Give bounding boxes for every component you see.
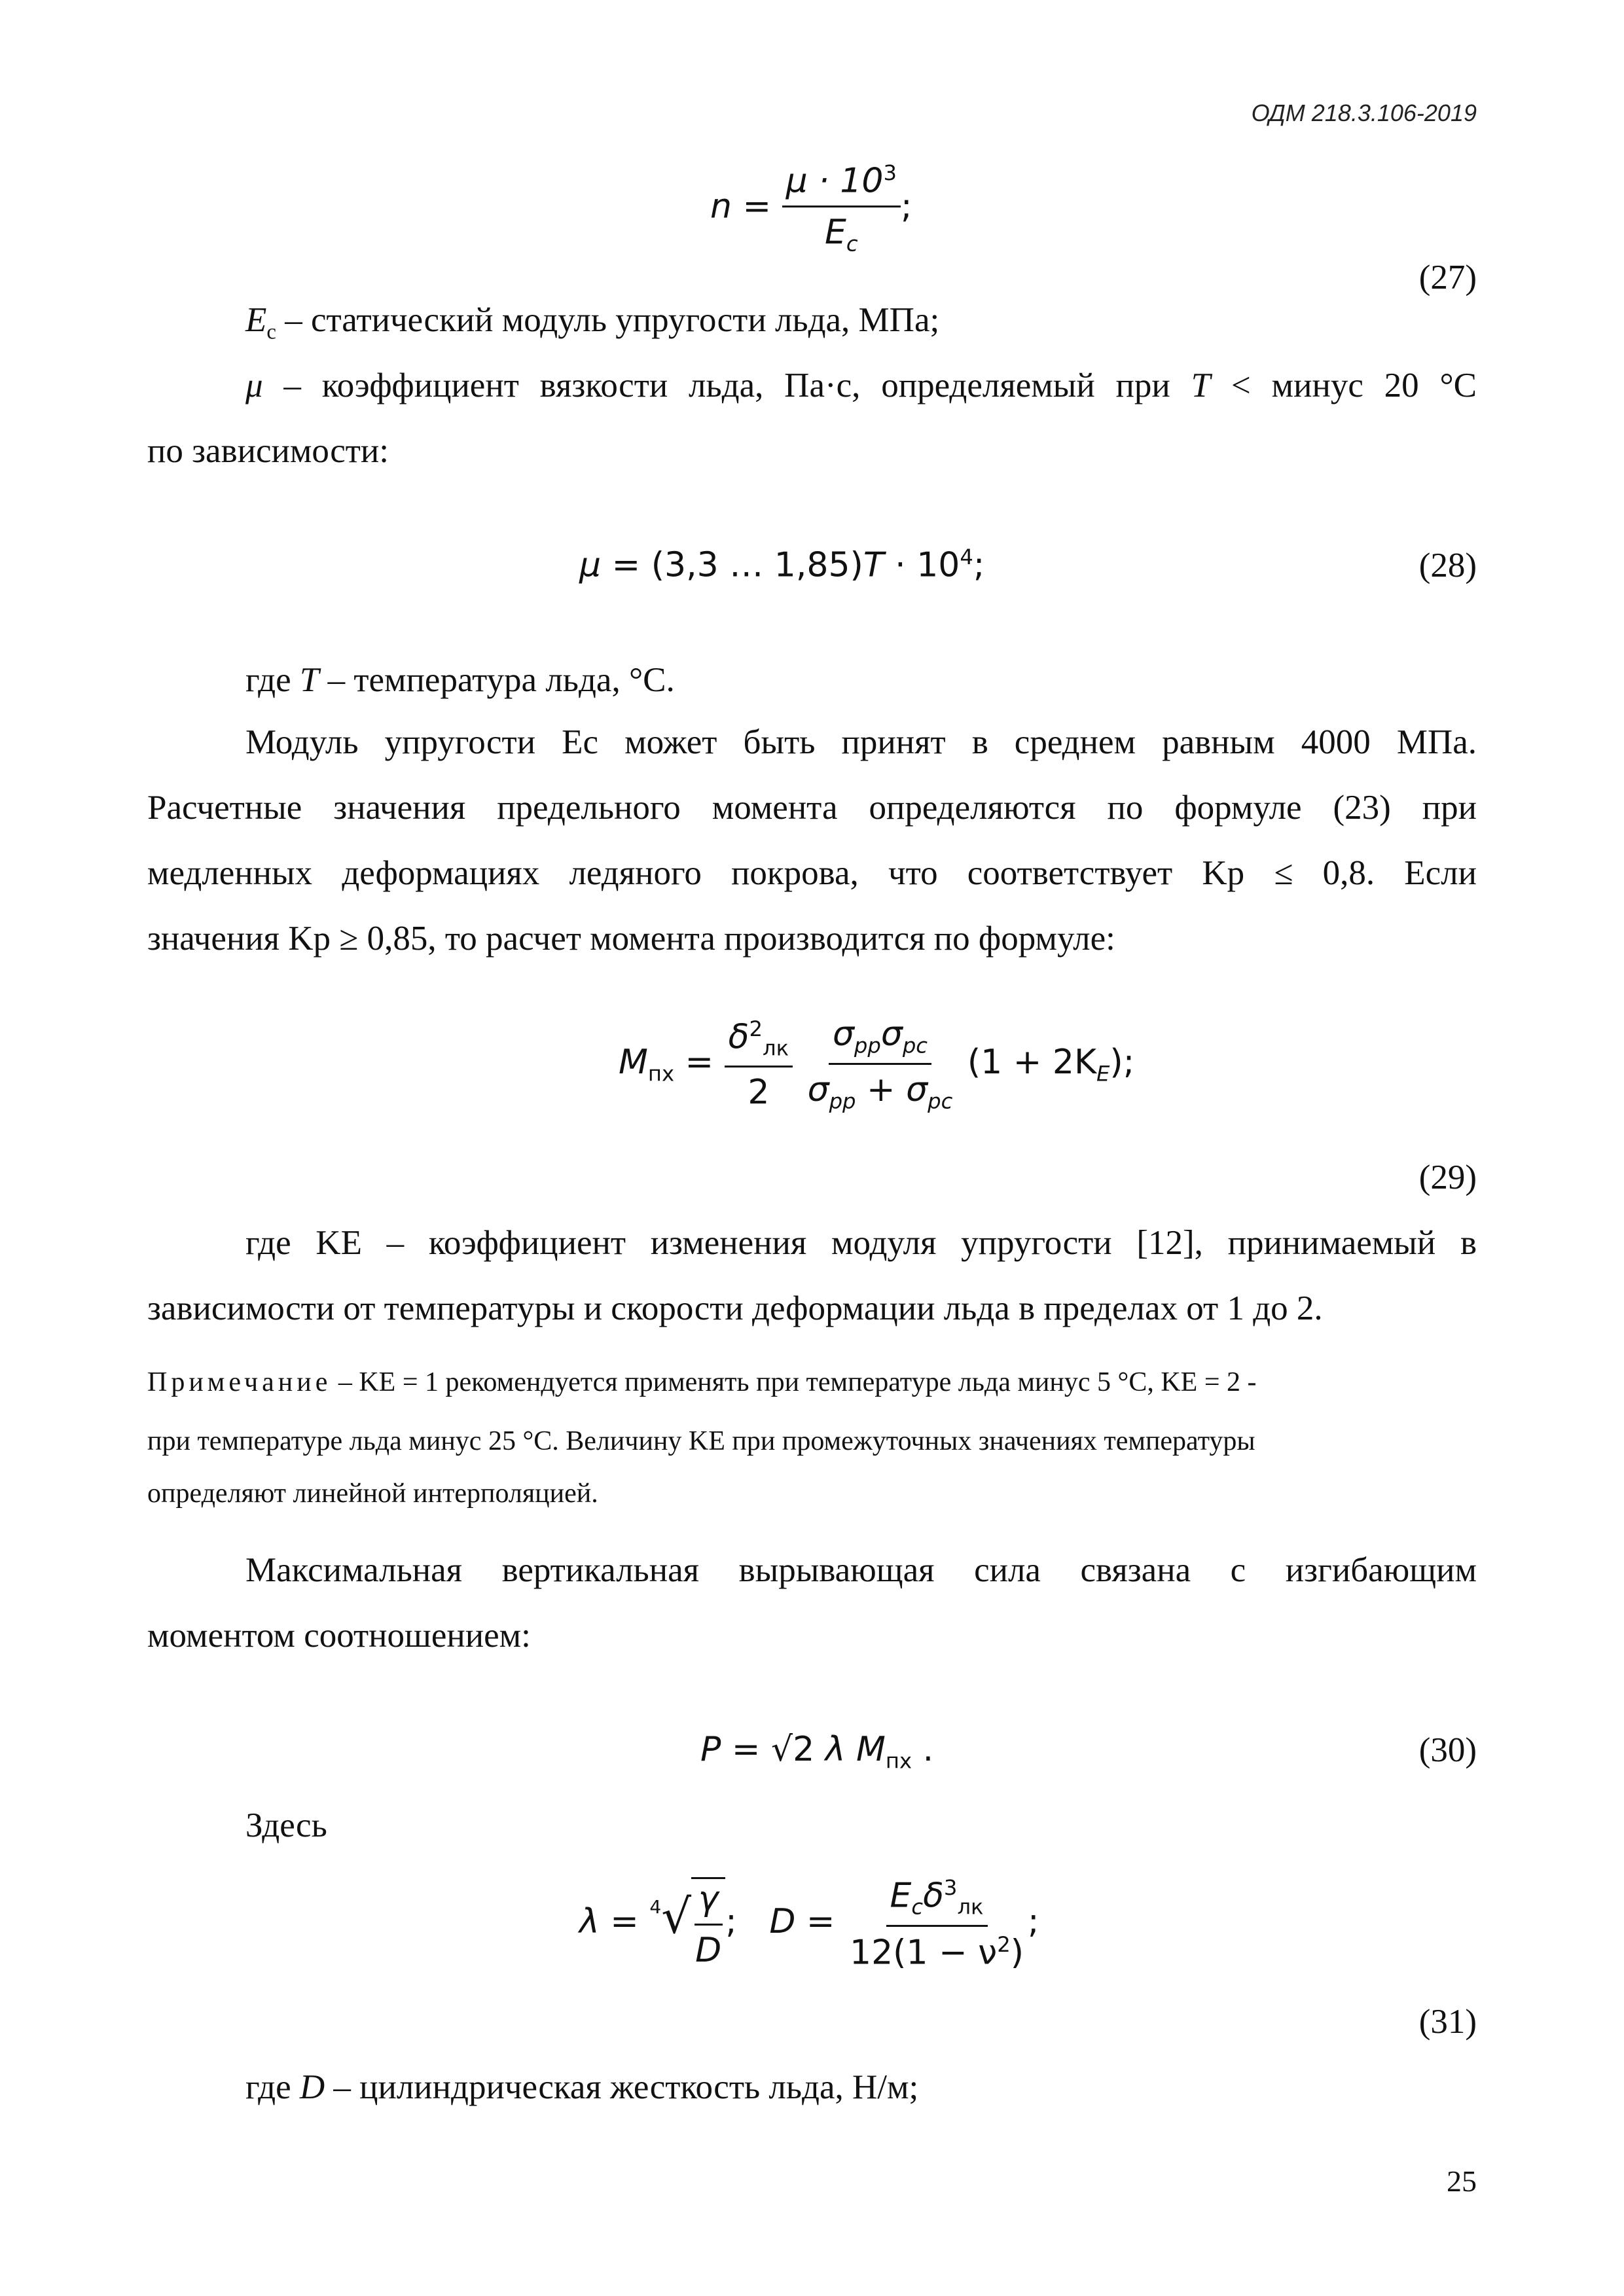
equation-29: $M_{пх}$ = $\frac{\delta^2_{лк}}{2}$ $\frac{\sigma_{pp}\sigma_{pc}}{\sigma_{pp} + \sigma_{pc}}$ $(1 + 2K_E)$; — [619, 1014, 1135, 1114]
t-where: где — [245, 661, 300, 699]
eq31-delta: δ — [923, 1876, 944, 1916]
eq29-sigma-2-sub: pc — [902, 1033, 928, 1058]
note-label: Примечание — [147, 1367, 332, 1397]
eq29-sigma-1-sub: pp — [854, 1033, 881, 1058]
eq30-lhs: P — [700, 1730, 721, 1769]
eq29-delta: δ — [728, 1016, 749, 1056]
eq29-two: 2 — [748, 1073, 770, 1113]
eq31-gamma: γ — [695, 1879, 723, 1926]
paragraph-1-line-2: Расчетные значения предельного момента определяются по формуле (23) при — [147, 789, 1477, 827]
eq28-body: = (3,3 … 1,85) — [601, 545, 863, 585]
eq29-sigma-3: σ — [807, 1070, 829, 1110]
t-definition — [245, 663, 675, 698]
t-symbol: T — [299, 661, 319, 699]
eq31-den-exp: 2 — [997, 1931, 1011, 1957]
eq27-tail: ; — [900, 187, 912, 226]
t-desc: – температура льда, °С. — [319, 661, 675, 699]
eq30-eq: = — [721, 1730, 771, 1769]
note-line-2: при температуре льда минус 25 °С. Величину KЕ при промежуточных значениях температуры — [147, 1426, 1255, 1456]
mu-definition — [245, 368, 1477, 403]
ec-desc: – статический модуль упругости льда, МПа; — [276, 301, 940, 339]
d-symbol: D — [299, 2068, 325, 2106]
ec-definition — [245, 303, 939, 343]
eq31-delta-sub: лк — [957, 1894, 984, 1920]
eq28-lhs: μ — [579, 545, 602, 585]
note-line-1 — [147, 1367, 1477, 1398]
note-line-3: определяют линейной интерполяцией. — [147, 1479, 598, 1509]
eq29-sigma-4: σ — [906, 1070, 928, 1110]
eq27-numerator: μ · 10 — [785, 161, 884, 201]
eq28-exp: 4 — [960, 545, 973, 569]
page-number: 25 — [1447, 2164, 1477, 2198]
eq31-root-index: 4 — [649, 1896, 662, 1918]
eq29-sigma-2: σ — [880, 1014, 903, 1054]
note-text-1: – KЕ = 1 рекомендуется применять при температуре льда минус 5 °С, KЕ = 2 - — [331, 1367, 1257, 1397]
eq31-den: 12(1 − ν — [850, 1933, 998, 1973]
ke-definition-line-1: где KЕ – коэффициент изменения модуля упругости [12], принимаемый в — [245, 1224, 1477, 1262]
eq28-tail: ; — [973, 545, 985, 585]
paragraph-2-line-2: моментом соотношением: — [147, 1617, 531, 1655]
mu-desc2: < минус 20 °С — [1210, 367, 1477, 404]
eq29-ke-sub: E — [1096, 1061, 1110, 1086]
eq31-E-sub: c — [911, 1894, 924, 1920]
eq27-denominator: E — [824, 213, 846, 253]
eq31-d-den: D — [695, 1931, 722, 1971]
eq31-tail: ; — [1028, 1902, 1039, 1942]
equation-number-29: (29) — [1418, 1158, 1477, 1196]
equation-27: n = $\frac{\mu \cdot 10^3}{E_c}$ ; — [710, 160, 912, 257]
ke-definition-line-2: зависимости от температуры и скорости деформации льда в пределах от 1 до 2. — [147, 1289, 1323, 1327]
here-label: Здесь — [245, 1806, 327, 1844]
eq29-sigma-3-sub: pp — [829, 1088, 856, 1114]
mu-T: T — [1191, 367, 1211, 404]
eq31-radical-icon: √ — [661, 1889, 692, 1945]
ec-sub: c — [266, 320, 276, 344]
eq29-tail: ); — [1110, 1042, 1135, 1082]
equation-31: λ = $^4$√ $\frac{\gamma}{D}$ ; D = $\frac{E_c\delta^3_{лк}}{12(1 - \nu^2)}$ ; — [579, 1875, 1039, 1973]
mu-symbol: μ — [245, 367, 263, 404]
eq31-E: E — [890, 1876, 912, 1916]
paragraph-2-line-1: Максимальная вертикальная вырывающая сила связана с изгибающим — [245, 1551, 1477, 1589]
equation-number-31: (31) — [1418, 2003, 1477, 2041]
equation-number-30: (30) — [1418, 1731, 1477, 1769]
eq27-den-sub: c — [846, 231, 858, 257]
eq31-delta-exp: 3 — [943, 1875, 958, 1900]
eq29-sigma-4-sub: pc — [928, 1088, 953, 1114]
mu-desc: – коэффициент вязкости льда, Па·с, определяемый при — [262, 367, 1191, 404]
eq31-D: D — [769, 1902, 796, 1942]
eq30-sub: пх — [885, 1748, 912, 1774]
d-desc: – цилиндрическая жесткость льда, Н/м; — [325, 2068, 919, 2106]
eq29-lhs: M — [619, 1042, 648, 1082]
eq29-lhs-sub: пх — [647, 1061, 675, 1086]
equation-28 — [579, 545, 984, 584]
eq27-exp: 3 — [883, 160, 897, 185]
eq29-paren: (1 + 2K — [967, 1042, 1097, 1082]
d-where: где — [245, 2068, 300, 2106]
eq30-lambda-m: λ M — [814, 1730, 886, 1769]
eq29-delta-sub: лк — [763, 1035, 789, 1061]
eq31-den-tail: ) — [1010, 1933, 1024, 1973]
mu-definition-line2: по зависимости: — [147, 432, 389, 470]
equation-30 — [700, 1730, 933, 1773]
eq29-delta-exp: 2 — [749, 1016, 763, 1041]
ec-symbol: E — [245, 301, 267, 339]
eq31-sep: ; — [725, 1902, 737, 1942]
eq28-times: · 10 — [884, 545, 960, 585]
equation-number-28: (28) — [1418, 547, 1477, 584]
paragraph-1-line-1: Модуль упругости Eс может быть принят в среднем равным 4000 МПа. — [245, 723, 1477, 761]
eq29-sigma-1: σ — [832, 1014, 854, 1054]
d-definition — [245, 2070, 918, 2105]
eq30-tail: . — [912, 1730, 934, 1769]
eq29-plus: + — [856, 1070, 907, 1110]
equation-number-27: (27) — [1418, 259, 1477, 296]
eq30-sqrt: √2 — [771, 1730, 815, 1769]
paragraph-1-line-3: медленных деформациях ледяного покрова, что соответствует Kр ≤ 0,8. Если — [147, 854, 1477, 892]
document-code: ОДМ 218.3.106-2019 — [1251, 99, 1477, 126]
paragraph-1-line-4: значения Kр ≥ 0,85, то расчет момента производится по формуле: — [147, 920, 1115, 958]
eq31-lambda: λ — [579, 1902, 600, 1942]
eq28-var: T — [863, 545, 884, 585]
eq27-lhs: n — [710, 187, 732, 226]
